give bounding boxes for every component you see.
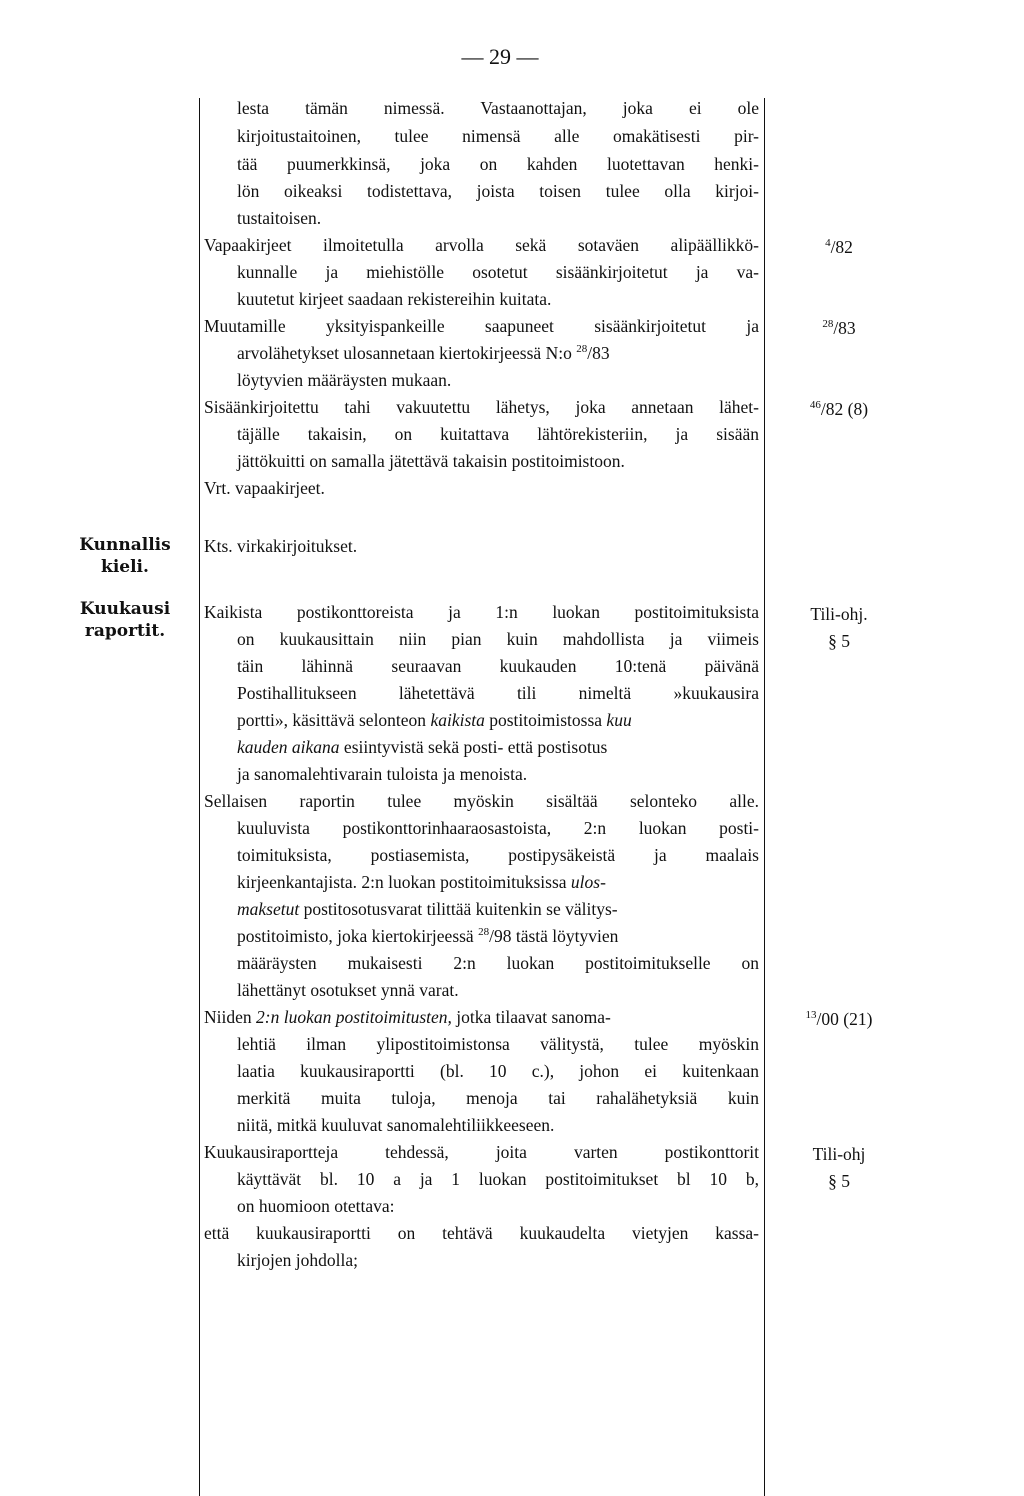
body-line: Postihallitukseen lähetettävä tili nimeltä »kuukausira: [237, 683, 759, 703]
margin-reference: § 5: [828, 631, 850, 651]
body-line: käyttävät bl. 10 a ja 1 luokan postitoimitukset bl 10 b,: [237, 1169, 759, 1189]
body-line: tustaitoisen.: [237, 208, 322, 228]
margin-reference: $^{46}$/82 (8): [809, 399, 869, 419]
body-line: lehtiä ilman ylipostitoimistonsa välitystä, tulee myöskin: [237, 1034, 759, 1054]
body-line: laatia kuukausiraportti (bl. 10 c.), johon ei kuitenkaan: [237, 1061, 759, 1081]
margin-reference: $^{13}$/00 (21): [805, 1009, 873, 1029]
body-line: Vrt. vapaakirjeet.: [204, 478, 325, 498]
body-line: kirjojen johdolla;: [237, 1250, 359, 1270]
left-column-rule: [199, 98, 200, 1496]
section-heading-kuukausi: Kuukausi raportit.: [79, 599, 171, 641]
body-line: että kuukausiraportti on tehtävä kuukaudelta vietyjen kassa-: [204, 1223, 759, 1243]
body-line: kunnalle ja miehistölle osotetut sisäänkirjoitetut ja va-: [237, 262, 759, 282]
body-line: niitä, mitkä kuuluvat sanomalehtiliikkeeseen.: [237, 1115, 555, 1135]
body-line: merkitä muita tuloja, menoja tai rahalähetyksiä kuin: [237, 1088, 759, 1108]
body-line: kirjoitustaitoinen, tulee nimensä alle omakätisesti pir-: [237, 126, 759, 146]
margin-reference: Tili-ohj: [812, 1144, 866, 1164]
body-line: toimituksista, postiasemista, postipysäkeistä ja maalais: [237, 845, 759, 865]
body-line: löytyvien määräysten mukaan.: [237, 370, 452, 390]
margin-reference: § 5: [828, 1171, 850, 1191]
margin-reference: $^4$/82: [825, 237, 853, 257]
body-line: Sisäänkirjoitettu tahi vakuutettu lähetys, joka annetaan lähet-: [204, 397, 759, 417]
body-line: Kaikista postikonttoreista ja 1:n luokan postitoimituksista: [204, 602, 759, 622]
page-number: — 29 —: [461, 44, 539, 69]
body-line: täjälle takaisin, on kuitattava lähtörekisteriin, ja sisään: [237, 424, 759, 444]
body-line: ja sanomalehtivarain tuloista ja menoista.: [237, 764, 528, 784]
body-line: maksetut postitosotusvarat tilittää kuitenkin se välitys-: [237, 899, 618, 919]
body-line: kuuluvista postikonttorinhaaraosastoista, 2:n luokan posti-: [237, 818, 759, 838]
body-line: arvolähetykset ulosannetaan kiertokirjeessä N:o $^{28}$/83: [237, 343, 610, 363]
section-heading-kunnallis: Kunnallis kieli.: [79, 535, 171, 577]
body-line: Kts. virkakirjoitukset.: [204, 536, 358, 556]
body-line: lön oikeaksi todistettava, joista toisen tulee olla kirjoi-: [237, 181, 759, 201]
body-line: on kuukausittain niin pian kuin mahdollista ja viimeis: [237, 629, 759, 649]
body-line: Sellaisen raportin tulee myöskin sisältää selonteko alle.: [204, 791, 759, 811]
body-line: tää puumerkkinsä, joka on kahden luotettavan henki-: [237, 154, 759, 174]
body-line: lesta tämän nimessä. Vastaanottajan, joka ei ole: [237, 98, 759, 118]
body-line: lähettänyt osotukset ynnä varat.: [237, 980, 459, 1000]
body-line: Niiden 2:n luokan postitoimitusten, jotka tilaavat sanoma-: [204, 1007, 611, 1027]
body-line: kirjeenkantajista. 2:n luokan postitoimituksissa ulos-: [237, 872, 606, 892]
body-line: Muutamille yksityispankeille saapuneet sisäänkirjoitetut ja: [204, 316, 759, 336]
body-line: Kuukausiraportteja tehdessä, joita varten postikonttorit: [204, 1142, 759, 1162]
body-line: määräysten mukaisesti 2:n luokan postitoimitukselle on: [237, 953, 759, 973]
body-line: jättökuitti on samalla jätettävä takaisin postitoimistoon.: [237, 451, 625, 471]
body-line: portti», käsittävä selonteon kaikista postitoimistossa kuu: [237, 710, 632, 730]
body-line: on huomioon otettava:: [237, 1196, 395, 1216]
body-line: täin lähinnä seuraavan kuukauden 10:tenä päivänä: [237, 656, 759, 676]
margin-reference: Tili-ohj.: [810, 604, 868, 624]
body-line: kauden aikana esiintyvistä sekä posti- että postisotus: [237, 737, 608, 757]
body-line: Vapaakirjeet ilmoitetulla arvolla sekä sotaväen alipäällikkö-: [204, 235, 759, 255]
body-line: postitoimisto, joka kiertokirjeessä $^{28}$/98 tästä löytyvien: [237, 926, 619, 946]
right-column-rule: [764, 98, 765, 1496]
margin-reference: $^{28}$/83: [822, 318, 856, 338]
body-line: kuutetut kirjeet saadaan rekistereihin kuitata.: [237, 289, 552, 309]
